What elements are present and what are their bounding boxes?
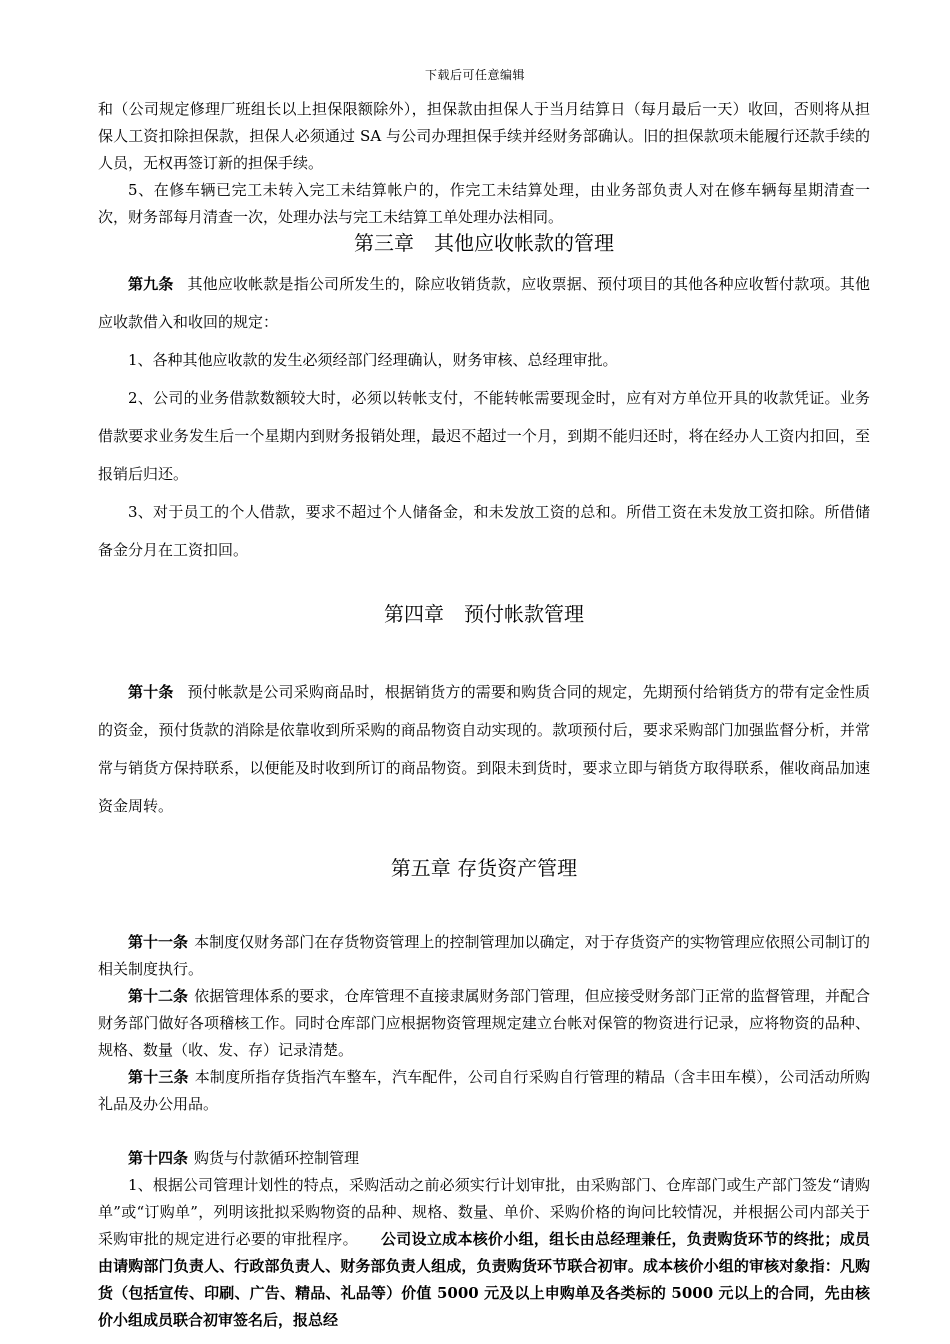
chapter-3-title: 第三章 其他应收帐款的管理 [354,231,614,255]
article-14-item-1 [98,1172,870,1334]
article-12 [98,983,870,1064]
article-14-item-1-text: 1、根据公司管理计划性的特点，采购活动之前必须实行计划审批，由采购部门、仓库部门或生产部门签发“请购单”或“订购单”，列明该批拟采购物资的品种、规格、数量、单价、采购价格的询问比较情况，并根据公司内部关于采购审批的规定进行必要的审批程序。 [98,1176,870,1248]
intro-paragraph-2: 5、在修车辆已完工未转入完工未结算帐户的，作完工未结算处理，由业务部负责人对在修车辆每星期清查一次，财务部每月清查一次，处理办法与完工未结算工单处理办法相同。 [98,181,870,226]
article-14-item-1-bold-text: 公司设立成本核价小组，组长由总经理兼任，负责购货环节的终批；成员由请购部门负责人、行政部负责人、财务部负责人组成，负责购货环节联合初审。成本核价小组的审核对象指：凡购货（包括宣传、印刷、广告、精品、礼品等）价值 5000 元及以上申购单及各类标的 5000 元以上的合同，先由核价小组成员联合初审签名后，报总经 [98,1230,870,1329]
article-10-text: 预付帐款是公司采购商品时，根据销货方的需要和购货合同的规定，先期预付给销货方的带有定金性质的资金，预付货款的消除是依靠收到所采购的商品物资自动实现的。款项预付后，要求采购部门加强监督分析，并常常与销货方保持联系，以便能及时收到所订的商品物资。到限未到货时，要求立即与销货方取得联系，催收商品加速资金周转。 [98,683,870,815]
article-12-text: 依据管理体系的要求，仓库管理不直接隶属财务部门管理，但应接受财务部门正常的监督管理，并配合财务部门做好各项稽核工作。同时仓库部门应根据物资管理规定建立台帐对保管的物资进行记录，应将物资的品种、规格、数量（收、发、存）记录清楚。 [98,987,870,1059]
chapter-4-title: 第四章 预付帐款管理 [384,602,584,626]
article-9 [98,265,870,341]
article-14 [98,1145,870,1172]
document-body [98,96,870,1334]
article-10 [98,673,870,825]
article-9-item-3: 3、对于员工的个人借款，要求不超过个人储备金，和未发放工资的总和。所借工资在未发放工资扣除。所借储备金分月在工资扣回。 [98,503,870,559]
article-9-item-2: 2、公司的业务借款数额较大时，必须以转帐支付，不能转帐需要现金时，应有对方单位开具的收款凭证。业务借款要求业务发生后一个星期内到财务报销处理，最迟不超过一个月，到期不能归还时，将在经办人工资内扣回，至报销后归还。 [98,389,870,483]
article-13 [98,1064,870,1118]
article-9-text: 其他应收帐款是指公司所发生的，除应收销货款，应收票据、预付项目的其他各种应收暂付款项。其他应收款借入和收回的规定： [98,275,870,331]
article-11-label: 第十一条 [128,933,189,951]
article-9-item-1: 1、各种其他应收款的发生必须经部门经理确认，财务审核、总经理审批。 [128,351,618,369]
intro-paragraph-1: 和（公司规定修理厂班组长以上担保限额除外），担保款由担保人于当月结算日（每月最后一天）收回，否则将从担保人工资扣除担保款，担保人必须通过 SA 与公司办理担保手续并经财务部确认。旧的担保款项未能履行还款手续的人员，无权再签订新的担保手续。 [98,100,870,172]
article-13-text: 本制度所指存货指汽车整车，汽车配件，公司自行采购自行管理的精品（含丰田车模），公司活动所购礼品及办公用品。 [98,1068,870,1113]
article-14-label: 第十四条 [128,1149,189,1167]
article-10-label: 第十条 [128,683,174,701]
page-header: 下载后可任意编辑 [424,68,525,82]
article-14-text: 购货与付款循环控制管理 [194,1149,360,1167]
article-13-label: 第十三条 [128,1068,189,1086]
chapter-5-title: 第五章 存货资产管理 [390,856,578,880]
article-11 [98,929,870,983]
article-11-text: 本制度仅财务部门在存货物资管理上的控制管理加以确定，对于存货资产的实物管理应依照公司制订的相关制度执行。 [98,933,870,978]
article-12-label: 第十二条 [128,987,189,1005]
article-9-label: 第九条 [128,275,174,293]
